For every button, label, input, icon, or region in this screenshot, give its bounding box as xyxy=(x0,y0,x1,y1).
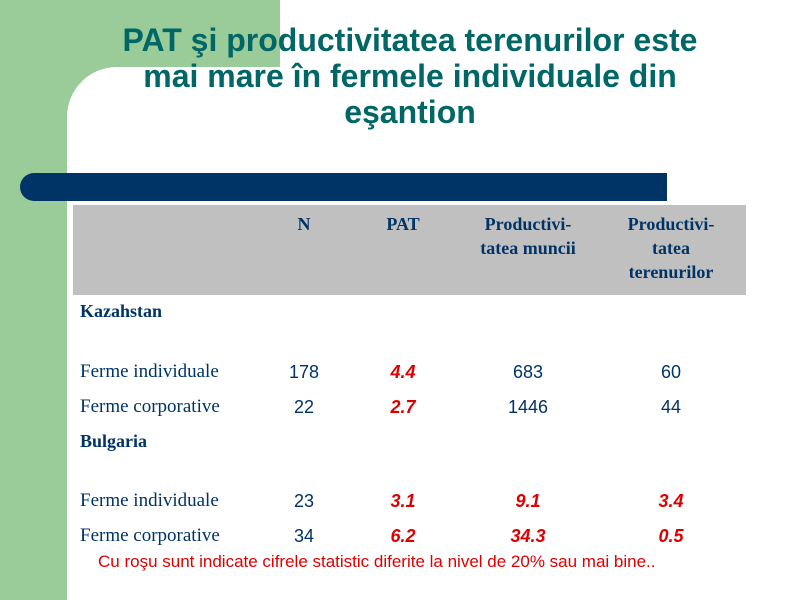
header-productivitatea-terenurilor xyxy=(606,212,736,284)
cell-pat: 2.7 xyxy=(390,397,416,417)
cell-n: 178 xyxy=(288,362,320,382)
cell-n: 34 xyxy=(293,526,315,546)
title-line-3: eşantion xyxy=(344,94,476,130)
cell-pat: 6.2 xyxy=(390,526,416,546)
cell-prod-muncii: 683 xyxy=(512,362,544,382)
cell-prod-muncii: 9.1 xyxy=(515,491,541,511)
cell-prod-muncii: 1446 xyxy=(507,397,549,417)
slide-title xyxy=(80,22,740,130)
title-divider-bar xyxy=(20,173,667,201)
title-line-1: PAT şi productivitatea terenurilor este xyxy=(122,22,698,58)
cell-pat: 4.4 xyxy=(390,362,416,382)
header-prod-teren-line1: Productivi- xyxy=(627,214,715,234)
footnote: Cu roşu sunt indicate cifrele statistic diferite la nivel de 20% sau mai bine.. xyxy=(98,552,656,571)
cell-prod-teren: 3.4 xyxy=(658,491,684,511)
cell-prod-teren: 60 xyxy=(660,362,682,382)
cell-pat: 3.1 xyxy=(390,491,416,511)
header-productivitatea-muncii xyxy=(458,212,598,260)
header-prod-muncii-line2: tatea muncii xyxy=(480,238,576,258)
cell-prod-teren: 44 xyxy=(660,397,682,417)
row-label: Ferme individuale xyxy=(80,490,219,511)
cell-n: 23 xyxy=(293,491,315,511)
row-label: Ferme corporative xyxy=(80,396,220,417)
group-label-kazahstan: Kazahstan xyxy=(80,301,163,321)
header-n xyxy=(264,212,344,236)
cell-prod-muncii: 34.3 xyxy=(510,526,546,546)
cell-prod-teren: 0.5 xyxy=(658,526,684,546)
row-label: Ferme individuale xyxy=(80,361,219,382)
header-prod-muncii-line1: Productivi- xyxy=(484,214,572,234)
green-side-strip xyxy=(0,0,67,600)
group-label-bulgaria: Bulgaria xyxy=(80,431,148,451)
header-pat-text: PAT xyxy=(386,214,420,234)
header-pat xyxy=(358,212,448,236)
title-line-2: mai mare în fermele individuale din xyxy=(143,58,677,94)
cell-n: 22 xyxy=(293,397,315,417)
header-prod-teren-line2: tatea xyxy=(652,238,690,258)
header-prod-teren-line3: terenurilor xyxy=(628,262,714,282)
row-label: Ferme corporative xyxy=(80,525,220,546)
header-n-text: N xyxy=(297,214,311,234)
